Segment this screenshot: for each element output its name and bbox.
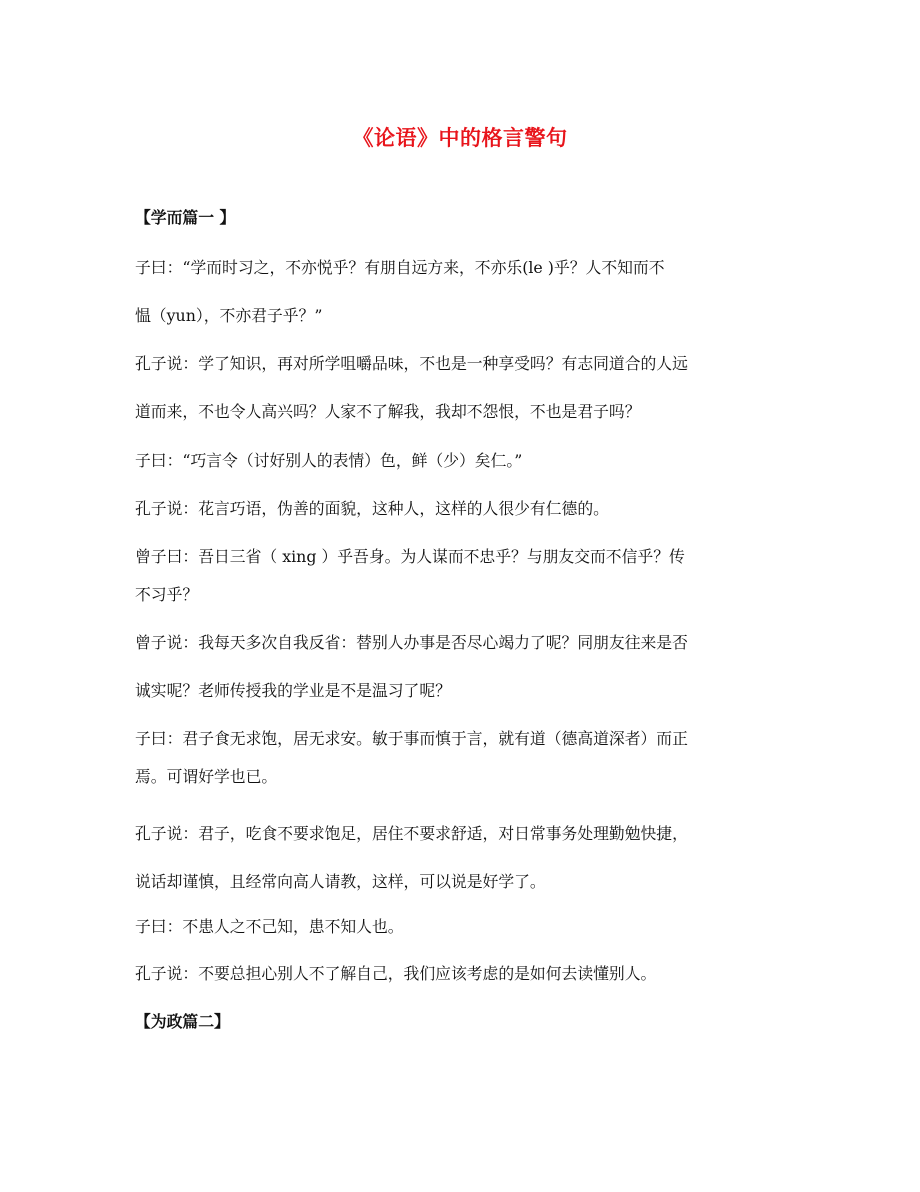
text-line: 子曰：“巧言令（讨好别人的表情）色，鲜（少）矣仁。” (135, 451, 523, 470)
text-line: 曾子说：我每天多次自我反省：替别人办事是否尽心竭力了呢？同朋友往来是否 (135, 633, 688, 652)
text-line: 子曰：君子食无求饱，居无求安。敏于事而慎于言，就有道（德高道深者）而正 (135, 729, 688, 748)
text-line: 曾子曰：吾日三省（ xing ）乎吾身。为人谋而不忠乎？与朋友交而不信乎？传 (135, 547, 685, 566)
document-title: 《论语》中的格言警句 (352, 126, 568, 150)
section-heading-xueer: 【学而篇一 】 (135, 208, 236, 227)
text-line: 孔子说：不要总担心别人不了解自己，我们应该考虑的是如何去读懂别人。 (135, 964, 657, 983)
text-line: 子曰：不患人之不己知，患不知人也。 (135, 917, 404, 936)
text-line: 焉。可谓好学也已。 (135, 767, 278, 786)
text-line: 道而来，不也令人高兴吗？人家不了解我，我却不怨恨，不也是君子吗？ (135, 402, 641, 421)
text-line: 诚实呢？老师传授我的学业是不是温习了呢？ (135, 681, 451, 700)
text-line: 孔子说：君子，吃食不要求饱足，居住不要求舒适，对日常事务处理勤勉快捷， (135, 824, 688, 843)
section-heading-weizheng: 【为政篇二】 (135, 1012, 230, 1031)
text-line: 孔子说：学了知识，再对所学咀嚼品味，不也是一种享受吗？有志同道合的人远 (135, 354, 688, 373)
text-line: 孔子说：花言巧语，伪善的面貌，这种人，这样的人很少有仁德的。 (135, 499, 609, 518)
text-line: 不习乎？ (135, 585, 199, 604)
text-line: 子曰：“学而时习之，不亦悦乎？有朋自远方来，不亦乐(le )乎？人不知而不 (135, 258, 665, 277)
text-line: 说话却谨慎，且经常向高人请教，这样，可以说是好学了。 (135, 872, 546, 891)
text-line: 愠（yun），不亦君子乎？” (135, 306, 323, 325)
